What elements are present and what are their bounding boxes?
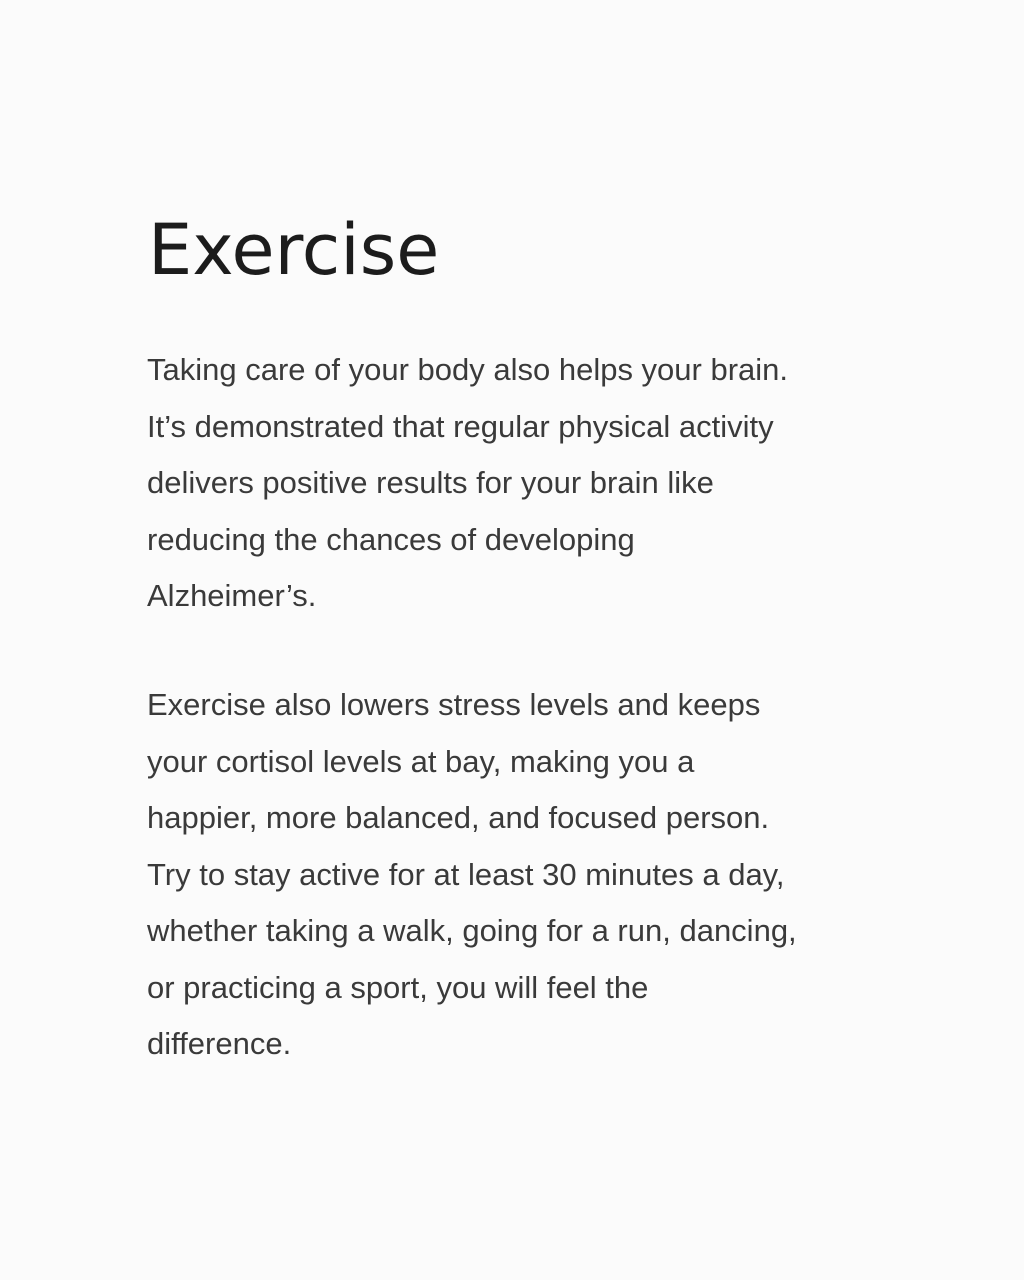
paragraph-line: difference.	[147, 1026, 292, 1061]
paragraph-line: Try to stay active for at least 30 minutes a day,	[147, 856, 785, 892]
page-title: Exercise	[148, 209, 440, 291]
paragraph-line: Alzheimer’s.	[147, 578, 317, 613]
paragraph-line: your cortisol levels at bay, making you a	[147, 743, 695, 779]
paragraph-1	[147, 342, 887, 625]
paragraph-line: Taking care of your body also helps your brain.	[147, 352, 789, 387]
paragraph-2	[147, 677, 887, 1073]
paragraph-line: reducing the chances of developing	[147, 521, 635, 557]
paragraph-line: or practicing a sport, you will feel the	[147, 969, 649, 1005]
paragraph-line: It’s demonstrated that regular physical activity	[147, 408, 774, 444]
paragraph-line: whether taking a walk, going for a run, dancing,	[147, 913, 797, 948]
paragraph-line: Exercise also lowers stress levels and keeps	[147, 687, 761, 722]
paragraph-line: happier, more balanced, and focused person.	[147, 800, 770, 835]
paragraph-line: delivers positive results for your brain like	[147, 465, 714, 500]
